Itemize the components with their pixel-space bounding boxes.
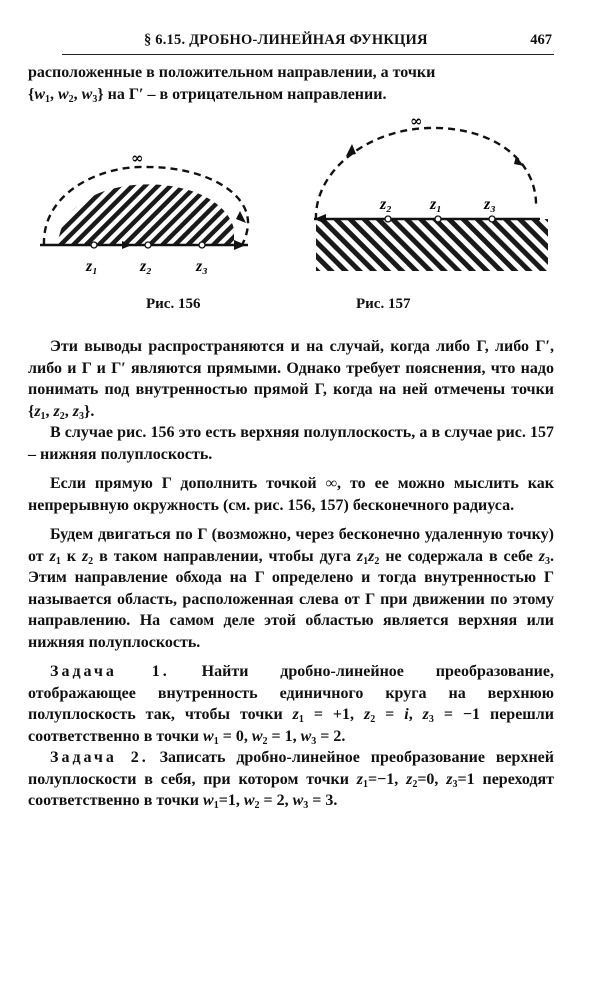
paragraph-1: Эти выводы распространяются и на случай, когда либо Γ, либо Γ′, либо и Γ и Γ′ являются прямыми. Однако требует пояснения, что надо понимать под внутренностью прямой Γ, когда на ней отмечены точки {$z_1$, $z_2$, $z_3$}.: [28, 338, 554, 422]
paragraph-3: Если прямую Γ дополнить точкой ∞, то ее можно мыслить как непрерывную окружность (см. рис. 156, 157) бесконечного радиуса.: [28, 475, 554, 514]
intro-line-2: {$w_1$, $w_2$, $w_3$} на Γ′ – в отрицательном направлении.: [28, 85, 387, 105]
caption-156: Рис. 156: [146, 296, 201, 312]
figure-157: [296, 112, 558, 278]
running-header: [62, 30, 554, 55]
hatched-lower-region: [316, 219, 548, 271]
paragraph-4: Будем двигаться по Γ (возможно, через бесконечно удаленную точку) от $z_1$ к $z_2$ в таком направлении, чтобы дуга $z_1z_2$ не содержала в себе $z_3$. Этим направление обхода на Γ определено и тогда внутренностью Γ называется область, расположенная слева от Γ при движении по этому направлению. На самом деле этой областью является верхняя или нижняя полуплоскость.: [28, 526, 555, 651]
point-z1: [435, 216, 441, 222]
caption-157: Рис. 157: [356, 296, 411, 312]
point-z3: [199, 242, 205, 248]
task-2: Задача 2. Записать дробно-линейное преобразование верхней полуплоскости в себя, при котором точки $z_1=-1$, $z_2=0$, $z_3=1$ переходят соответственно в точки $w_1=1$, $w_2 = 2$, $w_3 = 3$.: [28, 749, 555, 811]
infinity-label: ∞: [131, 149, 144, 167]
point-z2: [385, 216, 391, 222]
arrow-up-icon: [346, 144, 356, 156]
infinity-label: ∞: [410, 112, 423, 130]
label-z2: z₂: [380, 196, 392, 213]
section-title: § 6.15. ДРОБНО-ЛИНЕЙНАЯ ФУНКЦИЯ: [144, 32, 428, 48]
label-z3: z₃: [484, 196, 496, 213]
page-number: 467: [530, 32, 552, 48]
label-z1: z₁: [430, 196, 442, 213]
label-z3: z₃: [196, 258, 208, 275]
task-1: Задача 1. Найти дробно-линейное преобразование, отображающее внутренность единичного круга на верхнюю полуплоскость так, чтобы точки $z_1 = +1$, $z_2 = i$, $z_3 = -1$ перешли соответственно в точки $w_1 = 0$, $w_2 = 1$, $w_3 = 2$.: [28, 663, 555, 747]
figure-156: [30, 145, 260, 280]
intro-text: [28, 62, 554, 105]
arrow-down-icon: [236, 211, 246, 223]
point-z2: [145, 242, 151, 248]
hatched-upper-region: [58, 184, 234, 245]
intro-line-1: расположенные в положительном направлении, а точки: [28, 64, 436, 81]
point-z3: [489, 216, 495, 222]
body-text: [28, 336, 554, 812]
dashed-arc: [316, 128, 536, 220]
paragraph-2: В случае рис. 156 это есть верхняя полуплоскость, а в случае рис. 157 – нижняя полуплоскость.: [28, 424, 554, 463]
label-z1: z₁: [86, 258, 98, 275]
point-z1: [91, 242, 97, 248]
task-1-label: Задача 1.: [50, 663, 170, 680]
label-z2: z₂: [140, 258, 152, 275]
task-2-label: Задача 2.: [50, 749, 149, 766]
